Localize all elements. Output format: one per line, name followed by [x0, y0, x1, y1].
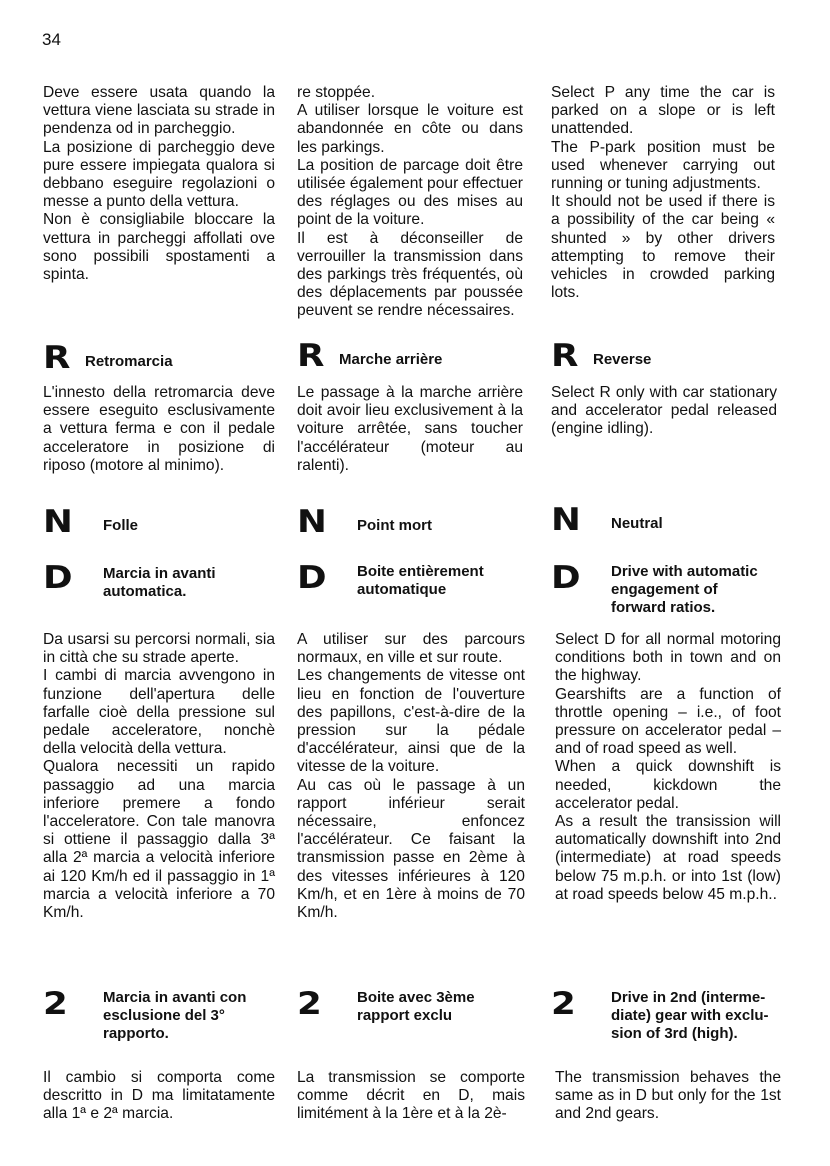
letter-n: N	[297, 504, 327, 540]
reverse-text: Select R only with car stationary and accelerator pedal released (engine idling).	[551, 384, 777, 438]
drive-text: Select D for all normal motoring conditions both in town and on the highway. Gearshifts are a function of throttle opening – i.e., of foot pressure on accelerator pedal – and of road speed as well. When a quick downshift is needed, kickdown the accelerator pedal. As a result the transission will automatically downshift into 2nd (intermediate) at road speeds below 75 m.p.h. or into 1st (low) at road speeds below 45 m.p.h..	[555, 631, 781, 903]
section-title: Drive in 2nd (interme- diate) gear with exclu- sion of 3rd (high).	[611, 989, 769, 1042]
reverse-text: Le passage à la marche arrière doit avoir lieu exclusivement à la voiture arrêtée, sans toucher l'accélérateur (moteur au ralenti).	[297, 384, 523, 474]
letter-n: N	[43, 504, 73, 540]
park-text: Deve essere usata quando la vettura viene lasciata su strade in pendenza od in parcheggio. La posizione di parcheggio deve pure essere impiegata qualora si debbano eseguire regolazioni o messe a punto della vettura. Non è consigliabile bloccare la vettura in parcheggi affollati ove sono possibili spostamenti a spinta.	[43, 84, 275, 284]
section-title: Boite entièrement automatique	[357, 563, 484, 598]
section-title: Boite avec 3ème rapport exclu	[357, 989, 475, 1024]
letter-d: D	[551, 560, 581, 596]
letter-2: 2	[43, 986, 68, 1022]
letter-2: 2	[297, 986, 322, 1022]
letter-n: N	[551, 502, 581, 538]
section-title: Marcia in avanti automatica.	[103, 565, 216, 600]
section-title: Marcia in avanti con esclusione del 3° rapporto.	[103, 989, 247, 1042]
section-title: Point mort	[357, 517, 432, 534]
second-text: La transmission se comporte comme décrit en D, mais limitément à la 1ère et à la 2è-	[297, 1069, 525, 1123]
reverse-text: L'innesto della retromarcia deve essere eseguito esclusivamente a vettura ferma e con il pedale acceleratore in posizione di riposo (motore al minimo).	[43, 384, 275, 474]
letter-r: R	[551, 338, 579, 374]
section-title: Reverse	[593, 351, 652, 368]
letter-2: 2	[551, 986, 576, 1022]
park-text: Select P any time the car is parked on a slope or is left unattended. The P-park position must be used whenever carrying out running or tuning adjustments. It should not be used if there is a possibility of the car being « shunted » by other drivers attempting to remove their vehicles in crowded parking lots.	[551, 84, 775, 302]
letter-r: R	[297, 338, 325, 374]
section-title: Retromarcia	[85, 353, 173, 370]
section-title: Neutral	[611, 515, 663, 532]
letter-r: R	[43, 340, 71, 376]
section-title: Folle	[103, 517, 139, 534]
drive-text: Da usarsi su percorsi normali, sia in città che su strade aperte. I cambi di marcia avvengono in funzione dell'apertura delle farfalle cioè della pressione sul pedale acceleratore, nonchè della velocità della vettura. Qualora necessiti un rapido passaggio ad una marcia inferiore premere a fondo l'acceleratore. Con tale manovra si ottiene il passaggio dalla 3ª alla 2ª marcia a velocità inferiore ai 120 Km/h ed il passaggio in 1ª marcia a velocità inferiore a 70 Km/h.	[43, 631, 275, 922]
letter-d: D	[297, 560, 327, 596]
page-number: 34	[42, 30, 61, 49]
drive-text: A utiliser sur des parcours normaux, en ville et sur route. Les changements de vitesse ont lieu en fonction de l'ouverture des papillons, c'est-à-dire de la pression sur la pédale d'accélérateur, ainsi que de la vitesse de la voiture. Au cas où le passage à un rapport inférieur serait nécessaire, enfoncez l'accélérateur. Ce faisant la transmission passe en 2ème à des vitesses inférieures à 120 Km/h, et en 1ère à moins de 70 Km/h.	[297, 631, 525, 922]
section-title: Drive with automatic engagement of forward ratios.	[611, 563, 758, 616]
section-title: Marche arrière	[339, 351, 443, 368]
second-text: The transmission behaves the same as in D but only for the 1st and 2nd gears.	[555, 1069, 781, 1123]
park-text: re stoppée. A utiliser lorsque le voiture est abandonnée en côte ou dans les parkings. La position de parcage doit être utilisée également pour effectuer des réglages ou des mises au point de la voiture. Il est à déconseiller de verrouiller la transmission dans des parkings très fréquentés, où des déplacements par poussée peuvent se rendre nécessaires.	[297, 84, 523, 320]
letter-d: D	[43, 560, 73, 596]
second-text: Il cambio si comporta come descritto in D ma limitatamente alla 1ª e 2ª marcia.	[43, 1069, 275, 1123]
